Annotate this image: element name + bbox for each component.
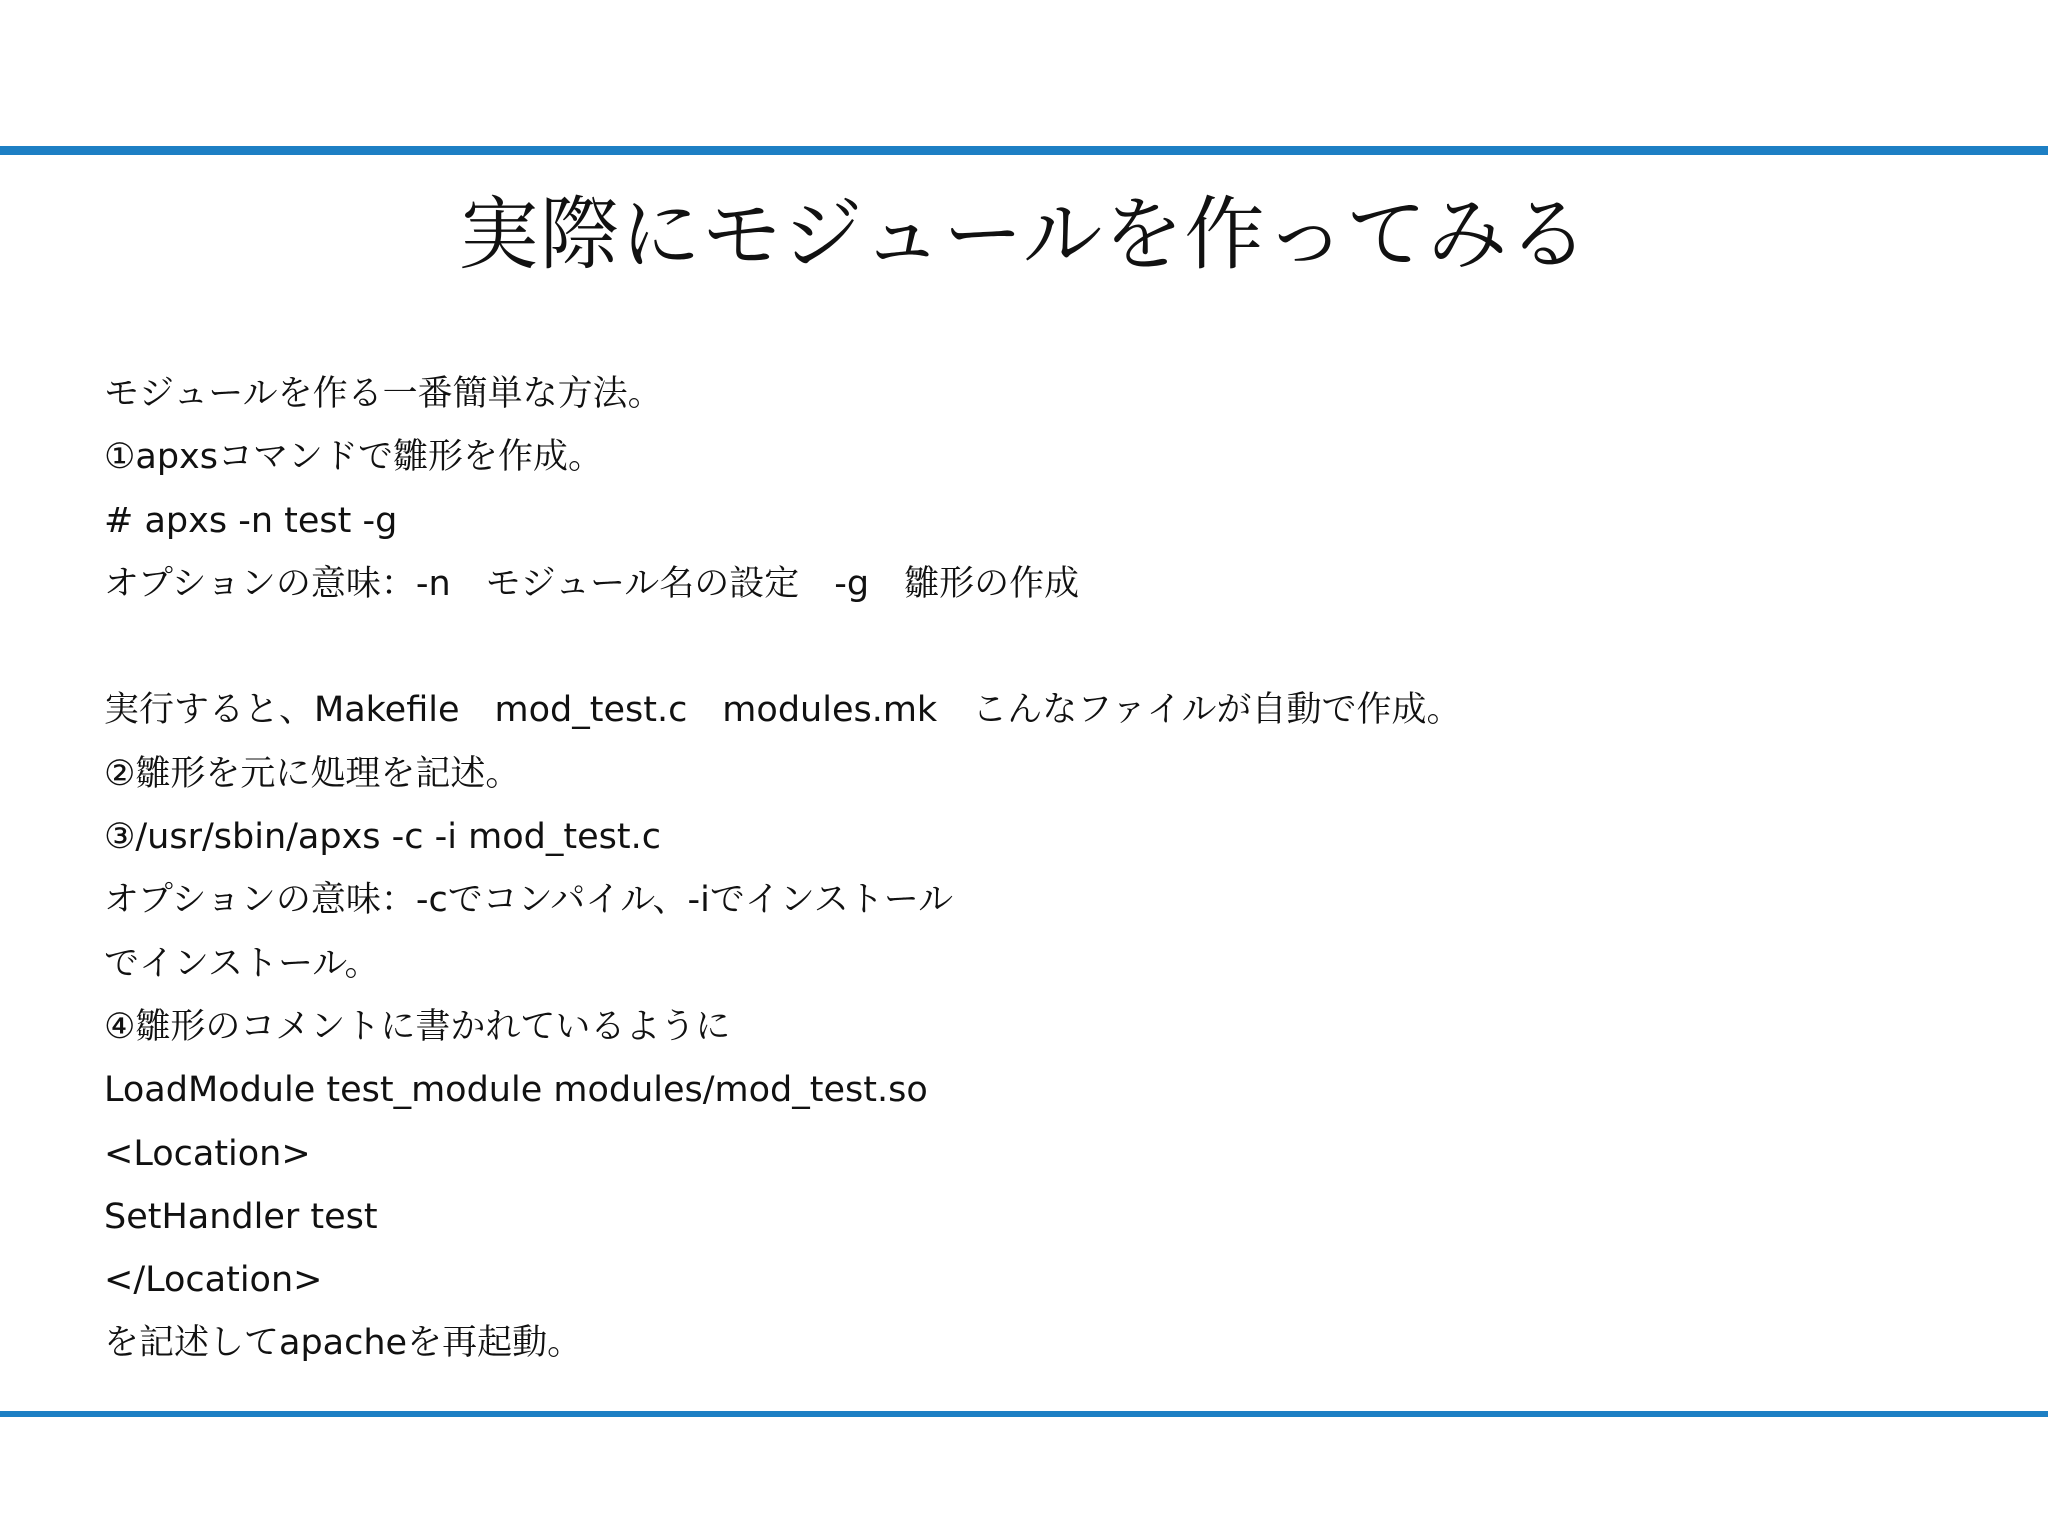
- body-line: モジュールを作る一番簡単な方法。: [104, 374, 663, 414]
- body-line: SetHandler test: [104, 1196, 378, 1237]
- slide-title: 実際にモジュールを作ってみる: [458, 188, 1590, 281]
- body-line: でインストール。: [104, 943, 380, 984]
- body-line: 実行すると、Makefile mod_test.c modules.mk こんなファイルが自動で作成。: [104, 690, 1462, 731]
- body-line: オプションの意味：-n モジュール名の設定 -g 雛形の作成: [104, 563, 1080, 604]
- blank-line: [104, 616, 1984, 679]
- body-line: LoadModule test_module modules/mod_test.so: [104, 1070, 928, 1111]
- body-line: ②雛形を元に処理を記述。: [104, 753, 521, 794]
- body-line: # apxs -n test -g: [104, 500, 398, 541]
- body-line: ①apxsコマンドで雛形を作成。: [104, 437, 603, 478]
- top-divider: [0, 146, 2048, 155]
- body-line: </Location>: [104, 1260, 323, 1301]
- body-line: ③/usr/sbin/apxs -c -i mod_test.c: [104, 817, 661, 858]
- bottom-divider: [0, 1411, 2048, 1417]
- body-line: を記述してapacheを再起動。: [104, 1323, 583, 1364]
- body-line: オプションの意味：-cでコンパイル、-iでインストール: [104, 880, 954, 921]
- slide-body: [104, 363, 1984, 1376]
- body-line: <Location>: [104, 1133, 311, 1174]
- body-line: ④雛形のコメントに書かれているように: [104, 1006, 731, 1047]
